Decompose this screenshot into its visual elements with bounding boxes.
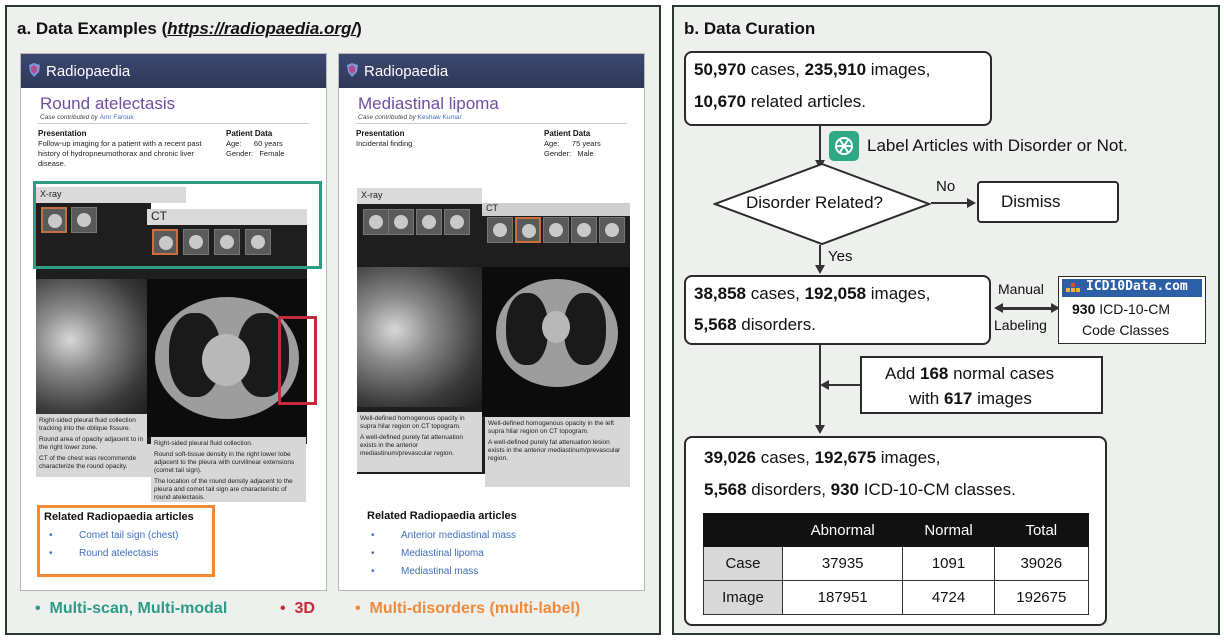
chatgpt-icon	[829, 131, 859, 161]
case-contributor: Case contributed by Amr Farouk	[40, 114, 134, 121]
merge-arrow-head	[820, 380, 829, 390]
ct-thumbnail[interactable]	[416, 209, 442, 235]
icd-logo: ICD10Data.com	[1062, 279, 1202, 297]
merge-arrow	[828, 384, 860, 386]
final-dataset-line1: 39,026 cases, 192,675 images,	[704, 448, 941, 467]
brand-name: Radiopaedia	[364, 63, 449, 80]
radiopaedia-header	[339, 54, 644, 88]
tab-xray[interactable]: X-ray	[36, 187, 186, 203]
decision-text: Disorder Related?	[746, 193, 884, 212]
dismiss-text: Dismiss	[1001, 192, 1061, 211]
bidirectional-arrow-head-left	[994, 303, 1003, 313]
divider	[38, 123, 309, 124]
no-arrow	[931, 202, 969, 204]
no-arrow-head	[967, 198, 976, 208]
tab-ct[interactable]: CT	[482, 203, 630, 216]
presentation-text: Follow-up imaging for a patient with a recent past history of hydropneumothorax and chronic liver disease.	[38, 139, 202, 168]
presentation-heading: Presentation	[356, 129, 405, 138]
label-step-text: Label Articles with Disorder or Not.	[867, 136, 1128, 155]
ct-thumbnail[interactable]	[599, 217, 625, 243]
radiopaedia-header	[21, 54, 326, 88]
labeling-label: Labeling	[994, 317, 1047, 333]
related-article-link[interactable]: • Mediastinal mass	[401, 566, 478, 577]
flow-arrow-head	[815, 425, 825, 434]
tab-ct[interactable]: CT	[147, 209, 307, 225]
initial-dataset-line2: 10,670 related articles.	[694, 92, 866, 111]
patient-data-text: Age: 60 years Gender: Female	[226, 139, 285, 158]
case-contributor: Case contributed by Keshaw Kumar	[358, 114, 462, 121]
add-normal-line2: with 617 images	[909, 389, 1032, 408]
related-article-link[interactable]: • Anterior mediastinal mass	[401, 530, 516, 541]
yes-label: Yes	[828, 248, 853, 265]
disorder-dataset-line2: 5,568 disorders.	[694, 315, 816, 334]
ct-caption: Right-sided pleural fluid collection. Round soft-tissue density in the right lower lobe adjacent to the pleura with curvilinear extensions (comet tail sign). The location of the round density adjacent to the pleura and comet tail sign are characteristic of round atelectasis.	[151, 437, 306, 502]
table-header	[704, 514, 783, 547]
disorder-dataset-line1: 38,858 cases, 192,058 images,	[694, 284, 931, 303]
related-article-link[interactable]: • Mediastinal lipoma	[401, 548, 484, 559]
brand-name: Radiopaedia	[46, 63, 131, 80]
flow-arrow	[819, 126, 821, 162]
tab-xray[interactable]: X-ray	[357, 188, 482, 204]
legend-multi-scan: • Multi-scan, Multi-modal	[35, 600, 228, 617]
table-row	[704, 547, 1089, 581]
xray-caption: Well-defined homogenous opacity in supra hilar region on CT topogram. A well-defined purely fat attenuation exists in the anterior mediastinum/prevascular region.	[357, 412, 482, 472]
table-header: Normal	[903, 514, 994, 547]
legend-multi-disorder: • Multi-disorders (multi-label)	[355, 600, 581, 617]
yes-arrow-head	[815, 265, 825, 274]
multi-scan-highlight	[33, 181, 322, 269]
legend-3d: • 3D	[280, 600, 315, 617]
final-dataset-line2: 5,568 disorders, 930 ICD-10-CM classes.	[704, 480, 1016, 499]
table-header-row	[704, 514, 1089, 547]
related-article-link[interactable]: • Round atelectasis	[79, 548, 159, 559]
table-cell: 39026	[994, 547, 1088, 581]
table-header: Abnormal	[782, 514, 903, 547]
case-title[interactable]: Round atelectasis	[40, 94, 176, 113]
case-title[interactable]: Mediastinal lipoma	[358, 94, 499, 113]
multi-disorder-highlight	[37, 505, 215, 577]
icd-blocks-icon	[1066, 282, 1082, 294]
3d-highlight	[278, 316, 317, 405]
table-cell: 4724	[903, 581, 994, 615]
ct-thumbnail[interactable]	[388, 209, 414, 235]
table-row-header: Image	[704, 581, 783, 615]
table-cell: 192675	[994, 581, 1088, 615]
table-header: Total	[994, 514, 1088, 547]
ct-image	[482, 267, 630, 417]
ct-thumbnail[interactable]	[571, 217, 597, 243]
ct-caption: Well-defined homogenous opacity in the left supra hilar region on CT topogram. A well-defined purely fat attenuation lesion exists in the anterior mediastinum/prevascular region.	[485, 417, 630, 487]
ct-thumbnail[interactable]	[444, 209, 470, 235]
bidirectional-arrow	[1002, 307, 1054, 310]
add-normal-line1: Add 168 normal cases	[885, 364, 1055, 383]
table-cell: 187951	[782, 581, 903, 615]
statistics-table	[703, 513, 1089, 615]
xray-image	[357, 267, 482, 407]
patient-data-heading: Patient Data	[544, 129, 591, 138]
panel-b-title: b. Data Curation	[684, 19, 816, 38]
table-cell: 37935	[782, 547, 903, 581]
patient-data-text: Age: 75 years Gender: Male	[544, 139, 601, 158]
radiopaedia-logo-icon	[27, 62, 42, 78]
presentation-text: Incidental finding	[356, 139, 413, 148]
case-card-mediastinal-lipoma	[338, 53, 645, 591]
radiopaedia-logo-icon	[345, 62, 360, 78]
icd-line1: 930 ICD-10-CM	[1072, 301, 1171, 317]
xray-image	[36, 279, 151, 414]
yes-arrow	[819, 245, 821, 267]
related-article-link[interactable]: • Comet tail sign (chest)	[79, 530, 178, 541]
table-row	[704, 581, 1089, 615]
xray-thumbnail[interactable]	[363, 209, 389, 235]
manual-label: Manual	[998, 281, 1044, 297]
divider	[356, 123, 627, 124]
radiopaedia-link[interactable]: https://radiopaedia.org/	[167, 19, 357, 38]
panel-a-title: a. Data Examples (https://radiopaedia.org/)	[17, 19, 362, 38]
xray-caption: Right-sided pleural fluid collection tracking into the oblique fissure. Round area of opacity adjacent to in the right lower zone. CT of the chest was recommende characterize the round opacity.	[36, 414, 151, 477]
no-label: No	[936, 178, 956, 195]
ct-thumbnail[interactable]	[487, 217, 513, 243]
patient-data-heading: Patient Data	[226, 129, 273, 138]
ct-thumbnail[interactable]	[515, 217, 541, 243]
related-articles-heading: Related Radiopaedia articles	[367, 510, 517, 522]
related-articles-heading: Related Radiopaedia articles	[44, 511, 194, 523]
presentation-heading: Presentation	[38, 129, 87, 138]
table-cell: 1091	[903, 547, 994, 581]
ct-thumbnail[interactable]	[543, 217, 569, 243]
icd-line2: Code Classes	[1082, 322, 1170, 338]
table-row-header: Case	[704, 547, 783, 581]
initial-dataset-line1: 50,970 cases, 235,910 images,	[694, 60, 931, 79]
